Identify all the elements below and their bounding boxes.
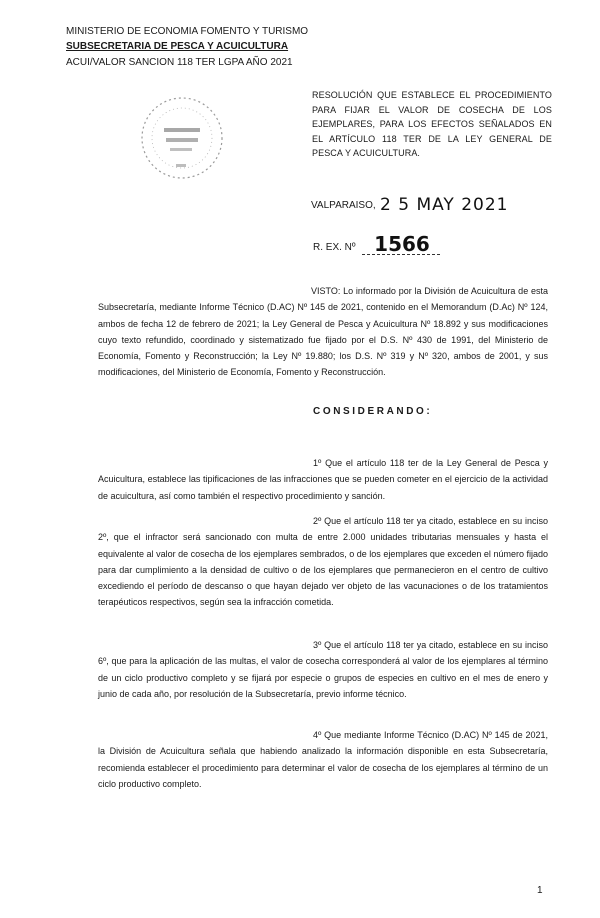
visto-text: VISTO: Lo informado por la División de Acuicultura de esta Subsecretaría, mediante Informe Técnico (D.AC) Nº 145 de 2021, contenido en el Memorandum (D.Ac) Nº 124, ambos de fecha 12 de febrero de 2021; la Ley General de Pesca y Acuicultura Nº 18.892 y sus modificaciones cuyo texto refundido, coordinado y sistematizado fue fijado por el D.S. Nº 430 de 1991, del Ministerio de Economía, Fomento y Reconstrucción; la Ley Nº 19.880; los D.S. Nº 319 y Nº 320, ambos de 2001, y sus modificaciones, del Ministerio de Economía, Fomento y Reconstrucción. (98, 286, 548, 378)
considerando-2 (98, 513, 548, 611)
considerando-heading: CONSIDERANDO: (313, 406, 433, 417)
resolution-title: RESOLUCIÓN QUE ESTABLECE EL PROCEDIMIENTO PARA FIJAR EL VALOR DE COSECHA DE LOS EJEMPLARES, PARA LOS EFECTOS SEÑALADOS EN EL ARTÍCULO 118 TER DE LA LEY GENERAL DE PESCA Y ACUICULTURA. (312, 90, 552, 158)
ministry-header: MINISTERIO DE ECONOMIA FOMENTO Y TURISMO (66, 26, 309, 37)
subsecretary-header: SUBSECRETARIA DE PESCA Y ACUICULTURA (66, 41, 289, 52)
reference-code: ACUI/VALOR SANCION 118 TER LGPA AÑO 2021 (66, 57, 293, 68)
considerando-2-text: 2º Que el artículo 118 ter ya citado, establece en su inciso 2º, que el infractor será sancionado con multa de entre 2.000 unidades tributarias mensuales y hasta el equivalente al valor de cosecha de los ejemplares sembrados, o de los ejemplares que exceden el número fijado para dar cumplimiento a la densidad de cultivo o de los ejemplares que permanecieron en el centro de cultivo excediendo el período de descanso o que hayan dejado ver objeto de las vacunaciones o de los tratamientos terapéuticos respectivos, según sea la infracción cometida. (98, 516, 548, 608)
resolution-number-label: R. EX. Nº (313, 242, 356, 253)
resolution-number: 1566 (374, 232, 430, 256)
page-number: 1 (537, 885, 543, 896)
resolution-number-underline (362, 254, 440, 255)
considerando-3 (98, 637, 548, 702)
visto-paragraph (98, 283, 548, 381)
date-stamp: 2 5 MAY 2021 (380, 195, 509, 215)
considerando-3-text: 3º Que el artículo 118 ter ya citado, establece en su inciso 6º, que para la aplicación de las multas, el valor de cosecha corresponderá al valor de los ejemplares al término de un ciclo productivo completo y se fijará por especie o grupos de especies en cultivo en el mes de enero y junio de cada año, por resolución de la Subsecretaría, previo informe técnico. (98, 640, 548, 699)
considerando-1-text: 1º Que el artículo 118 ter de la Ley General de Pesca y Acuicultura, establece las tipificaciones de las infracciones que se pueden cometer en el ejercicio de la actividad de acuicultura, así como también el respectivo procedimiento y sanción. (98, 458, 548, 501)
circular-stamp-icon (136, 92, 228, 184)
considerando-4-text: 4º Que mediante Informe Técnico (D.AC) Nº 145 de 2021, la División de Acuicultura señala que habiendo analizado la información disponible en esta Subsecretaría, recomienda establecer el procedimiento para determinar el valor de cosecha de los ejemplares al término de un ciclo productivo completo. (98, 730, 548, 789)
considerando-1 (98, 455, 548, 504)
considerando-4 (98, 727, 548, 792)
place-label: VALPARAISO, (311, 200, 376, 211)
